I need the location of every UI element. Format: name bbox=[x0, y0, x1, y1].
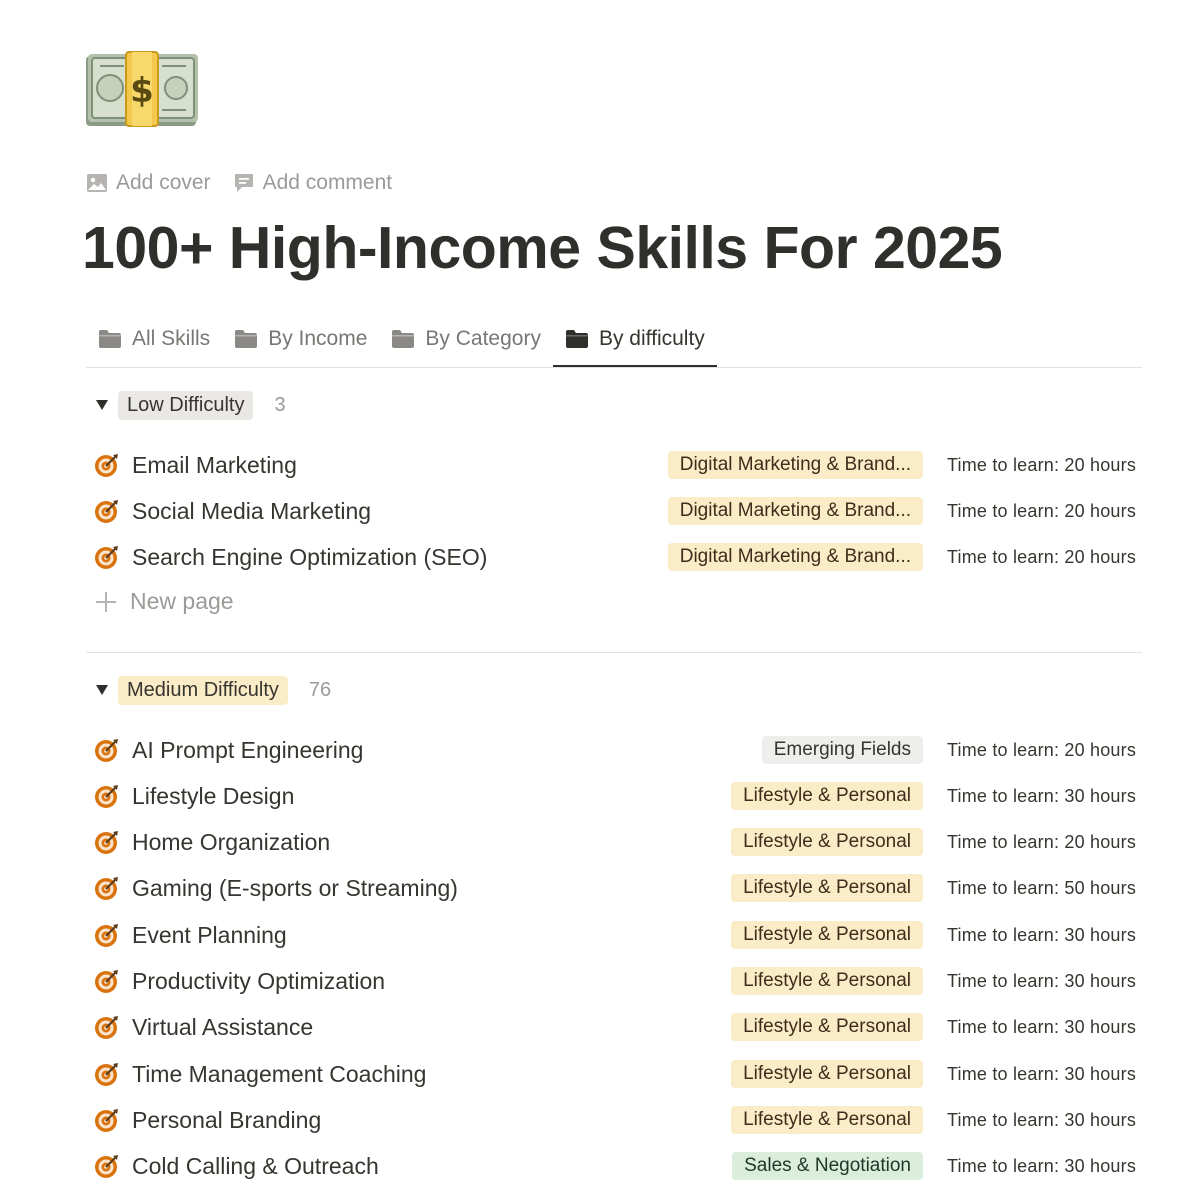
time-to-learn: Time to learn: 50 hours bbox=[947, 877, 1137, 898]
list-item[interactable] bbox=[86, 913, 1142, 957]
list-item[interactable] bbox=[86, 820, 1142, 864]
group-header-medium-difficulty bbox=[86, 673, 331, 707]
list-item[interactable] bbox=[86, 1005, 1142, 1049]
collapse-toggle[interactable] bbox=[86, 684, 118, 696]
group-count: 3 bbox=[274, 393, 286, 416]
time-to-learn: Time to learn: 20 hours bbox=[947, 500, 1137, 521]
row-title: Personal Branding bbox=[132, 1106, 322, 1133]
target-icon bbox=[86, 875, 132, 901]
group-label[interactable]: Low Difficulty bbox=[118, 391, 253, 420]
row-title: AI Prompt Engineering bbox=[132, 736, 364, 763]
svg-text:$: $ bbox=[130, 71, 154, 111]
time-to-learn: Time to learn: 30 hours bbox=[947, 970, 1137, 991]
row-title: Search Engine Optimization (SEO) bbox=[132, 543, 488, 570]
tab-by-category[interactable] bbox=[379, 318, 553, 360]
category-tag: Digital Marketing & Brand... bbox=[668, 497, 923, 525]
target-icon bbox=[86, 783, 132, 809]
group-count: 76 bbox=[308, 678, 332, 701]
target-icon bbox=[86, 1153, 132, 1179]
target-icon bbox=[86, 737, 132, 763]
time-to-learn: Time to learn: 30 hours bbox=[947, 1155, 1137, 1176]
time-to-learn: Time to learn: 30 hours bbox=[947, 1063, 1137, 1084]
money-banknote-icon[interactable] bbox=[84, 50, 200, 130]
folder-icon bbox=[391, 329, 415, 349]
tab-label: By Category bbox=[425, 327, 541, 350]
target-icon bbox=[86, 1107, 132, 1133]
category-tag: Emerging Fields bbox=[762, 736, 923, 764]
folder-icon bbox=[565, 329, 589, 349]
category-tag: Lifestyle & Personal bbox=[731, 782, 923, 810]
row-title: Email Marketing bbox=[132, 451, 297, 478]
time-to-learn: Time to learn: 30 hours bbox=[947, 1016, 1137, 1037]
tab-label: By Income bbox=[268, 327, 368, 350]
comment-icon bbox=[233, 172, 255, 194]
add-cover-button[interactable] bbox=[86, 171, 211, 195]
target-icon bbox=[86, 829, 132, 855]
row-title: Virtual Assistance bbox=[132, 1013, 314, 1040]
triangle-down-icon bbox=[95, 684, 109, 696]
list-item[interactable] bbox=[86, 728, 1142, 772]
list-item[interactable] bbox=[86, 866, 1142, 910]
category-tag: Lifestyle & Personal bbox=[731, 921, 923, 949]
target-icon bbox=[86, 922, 132, 948]
target-icon bbox=[86, 1014, 132, 1040]
page-title[interactable]: 100+ High-Income Skills For 2025 bbox=[82, 215, 1003, 281]
row-title: Lifestyle Design bbox=[132, 782, 295, 809]
time-to-learn: Time to learn: 30 hours bbox=[947, 924, 1137, 945]
list-item[interactable] bbox=[86, 774, 1142, 818]
category-tag: Lifestyle & Personal bbox=[731, 1106, 923, 1134]
add-comment-label: Add comment bbox=[262, 171, 393, 194]
list-item[interactable] bbox=[86, 535, 1142, 579]
target-icon bbox=[86, 968, 132, 994]
folder-icon bbox=[98, 329, 122, 349]
view-tabs bbox=[86, 318, 717, 368]
row-title: Gaming (E-sports or Streaming) bbox=[132, 874, 458, 901]
category-tag: Lifestyle & Personal bbox=[731, 874, 923, 902]
row-title: Time Management Coaching bbox=[132, 1060, 427, 1087]
category-tag: Sales & Negotiation bbox=[732, 1152, 923, 1180]
time-to-learn: Time to learn: 20 hours bbox=[947, 546, 1137, 567]
category-tag: Lifestyle & Personal bbox=[731, 1060, 923, 1088]
folder-icon bbox=[234, 329, 258, 349]
category-tag: Lifestyle & Personal bbox=[731, 828, 923, 856]
tab-by-difficulty[interactable] bbox=[553, 318, 717, 360]
group-label[interactable]: Medium Difficulty bbox=[118, 676, 288, 705]
tab-label: All Skills bbox=[132, 327, 211, 350]
list-item[interactable] bbox=[86, 1144, 1142, 1188]
triangle-down-icon bbox=[95, 399, 109, 411]
image-icon bbox=[86, 173, 108, 193]
list-item[interactable] bbox=[86, 443, 1142, 487]
list-item[interactable] bbox=[86, 1052, 1142, 1096]
tab-by-income[interactable] bbox=[222, 318, 379, 360]
tabs-divider bbox=[86, 367, 1142, 368]
target-icon bbox=[86, 544, 132, 570]
page-meta-actions bbox=[86, 168, 392, 198]
list-item[interactable] bbox=[86, 1098, 1142, 1142]
time-to-learn: Time to learn: 20 hours bbox=[947, 831, 1137, 852]
row-title: Home Organization bbox=[132, 828, 331, 855]
row-title: Productivity Optimization bbox=[132, 967, 386, 994]
row-title: Event Planning bbox=[132, 921, 287, 948]
target-icon bbox=[86, 452, 132, 478]
new-page-button[interactable] bbox=[94, 588, 234, 615]
target-icon bbox=[86, 1061, 132, 1087]
category-tag: Lifestyle & Personal bbox=[731, 1013, 923, 1041]
group-divider bbox=[86, 652, 1142, 653]
list-item[interactable] bbox=[86, 959, 1142, 1003]
list-item[interactable] bbox=[86, 489, 1142, 533]
time-to-learn: Time to learn: 30 hours bbox=[947, 785, 1137, 806]
group-header-low-difficulty bbox=[86, 388, 286, 422]
row-title: Social Media Marketing bbox=[132, 497, 372, 524]
target-icon bbox=[86, 498, 132, 524]
tab-all-skills[interactable] bbox=[86, 318, 222, 360]
category-tag: Digital Marketing & Brand... bbox=[668, 451, 923, 479]
tab-label: By difficulty bbox=[598, 327, 705, 350]
new-page-label: New page bbox=[130, 588, 234, 614]
add-comment-button[interactable] bbox=[233, 171, 393, 195]
category-tag: Lifestyle & Personal bbox=[731, 967, 923, 995]
category-tag: Digital Marketing & Brand... bbox=[668, 543, 923, 571]
time-to-learn: Time to learn: 20 hours bbox=[947, 454, 1137, 475]
collapse-toggle[interactable] bbox=[86, 399, 118, 411]
row-title: Cold Calling & Outreach bbox=[132, 1152, 379, 1179]
time-to-learn: Time to learn: 30 hours bbox=[947, 1109, 1137, 1130]
time-to-learn: Time to learn: 20 hours bbox=[947, 739, 1137, 760]
add-cover-label: Add cover bbox=[116, 171, 211, 194]
plus-icon bbox=[94, 590, 118, 614]
